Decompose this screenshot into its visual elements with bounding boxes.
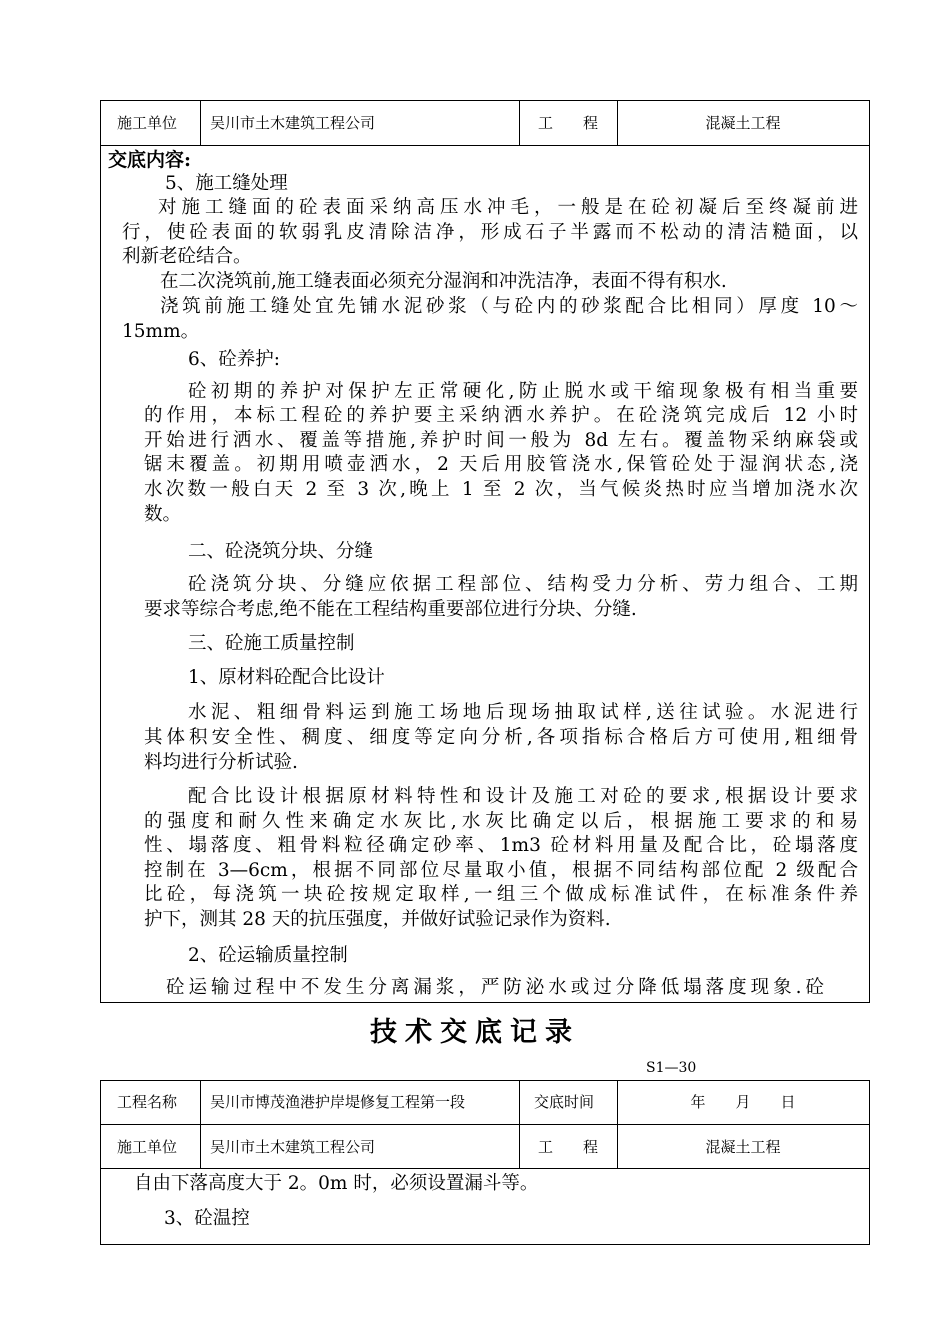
- section-3-1-para-2-line-4: 控制在 3—6cm，根据不同部位尽量取小值，根据不同结构部位配 2 级配合: [144, 860, 858, 881]
- section-5-para-1-line-3: 利新老砼结合。: [122, 246, 252, 267]
- section-2-line-1: 砼浇筑分块、分缝应依据工程部位、结构受力分析、劳力组合、工期: [188, 574, 858, 595]
- section-3-1-para-1-line-3: 料均进行分析试验.: [144, 752, 298, 773]
- section-5-para-1-line-2: 行，使砼表面的软弱乳皮清除洁净，形成石子半露而不松动的清洁糙面，以: [122, 222, 858, 243]
- record-unit-value: 吴川市土木建筑工程公司: [210, 1138, 376, 1156]
- section-3-1-para-2-line-5: 比砼，每浇筑一块砼按规定取样,一组三个做成标准试件，在标准条件养: [144, 884, 858, 905]
- record-date-value: 年 月 日: [690, 1093, 796, 1111]
- section-6-line-3: 开始进行洒水、覆盖等措施,养护时间一般为 8d 左右。覆盖物采纳麻袋或: [144, 430, 858, 451]
- section-6-line-4: 锯末覆盖。初期用喷壶洒水，2 天后用胶管浇水,保管砼处于湿润状态,浇: [144, 454, 858, 475]
- section-5-para-3-line-1: 浇筑前施工缝处宜先铺水泥砂浆（与砼内的砂浆配合比相同）厚度 10～: [160, 296, 858, 317]
- section-3-heading: 三、砼施工质量控制: [188, 633, 355, 654]
- record-project-label: 工 程: [538, 1138, 599, 1156]
- section-3-3-heading: 3、砼温控: [164, 1208, 250, 1229]
- section-6-heading: 6、砼养护:: [188, 349, 281, 370]
- section-3-1-para-2-line-3: 性、塌落度、粗骨料粒径确定砂率、1m3 砼材料用量及配合比，砼塌落度: [144, 835, 858, 856]
- unit-label: 施工单位: [117, 114, 178, 132]
- record-doc-number: S1—30: [646, 1060, 697, 1076]
- section-3-2-heading: 2、砼运输质量控制: [188, 945, 348, 966]
- section-5-para-1-line-1: 对施工缝面的砼表面采纳高压水冲毛，一般是在砼初凝后至终凝前进: [158, 197, 858, 218]
- content-label: 交底内容:: [108, 149, 192, 171]
- section-3-2-line-1: 砼运输过程中不发生分离漏浆，严防泌水或过分降低塌落度现象.砼: [166, 977, 824, 998]
- section-3-1-heading: 1、原材料砼配合比设计: [188, 667, 385, 688]
- section-3-1-para-2-line-6: 护下，测其 28 天的抗压强度，并做好试验记录作为资料.: [144, 909, 611, 930]
- project-value: 混凝土工程: [705, 114, 781, 132]
- section-6-line-1: 砼初期的养护对保护左正常硬化,防止脱水或干缩现象极有相当重要: [188, 381, 858, 402]
- section-2-heading: 二、砼浇筑分块、分缝: [188, 541, 374, 562]
- section-6-line-2: 的作用，本标工程砼的养护要主采纳洒水养护。在砼浇筑完成后 12 小时: [144, 405, 858, 426]
- record-continuation-line: 自由下落高度大于 2。0m 时，必须设置漏斗等。: [134, 1173, 539, 1194]
- section-3-1-para-1-line-1: 水泥、粗细骨料运到施工场地后现场抽取试样,送往试验。水泥进行: [188, 702, 858, 723]
- section-2-line-2: 要求等综合考虑,绝不能在工程结构重要部位进行分块、分缝.: [144, 599, 637, 620]
- section-5-para-3-line-2: 15mm。: [122, 321, 200, 342]
- project-label: 工 程: [538, 114, 599, 132]
- record-unit-label: 施工单位: [117, 1138, 178, 1156]
- record-title: 技术交底记录: [370, 1017, 580, 1048]
- section-3-1-para-2-line-1: 配合比设计根据原材料特性和设计及施工对砼的要求,根据设计要求: [188, 786, 858, 807]
- record-project-name-value: 吴川市博茂渔港护岸堤修复工程第一段: [210, 1093, 466, 1111]
- section-5-para-2: 在二次浇筑前,施工缝表面必须充分湿润和冲洗洁净，表面不得有积水.: [160, 271, 727, 292]
- unit-value: 吴川市土木建筑工程公司: [210, 114, 376, 132]
- record-date-label: 交底时间: [534, 1093, 595, 1111]
- section-3-1-para-2-line-2: 的强度和耐久性来确定水灰比,水灰比确定以后，根据施工要求的和易: [144, 811, 858, 832]
- record-project-name-label: 工程名称: [117, 1093, 178, 1111]
- record-project-value: 混凝土工程: [705, 1138, 781, 1156]
- section-6-line-5: 水次数一般白天 2 至 3 次,晚上 1 至 2 次，当气候炎热时应当增加浇水次: [144, 479, 858, 500]
- section-6-line-6: 数。: [144, 504, 182, 525]
- section-5-heading: 5、施工缝处理: [165, 173, 288, 194]
- section-3-1-para-1-line-2: 其体积安全性、稠度、细度等定向分析,各项指标合格后方可使用,粗细骨: [144, 727, 858, 748]
